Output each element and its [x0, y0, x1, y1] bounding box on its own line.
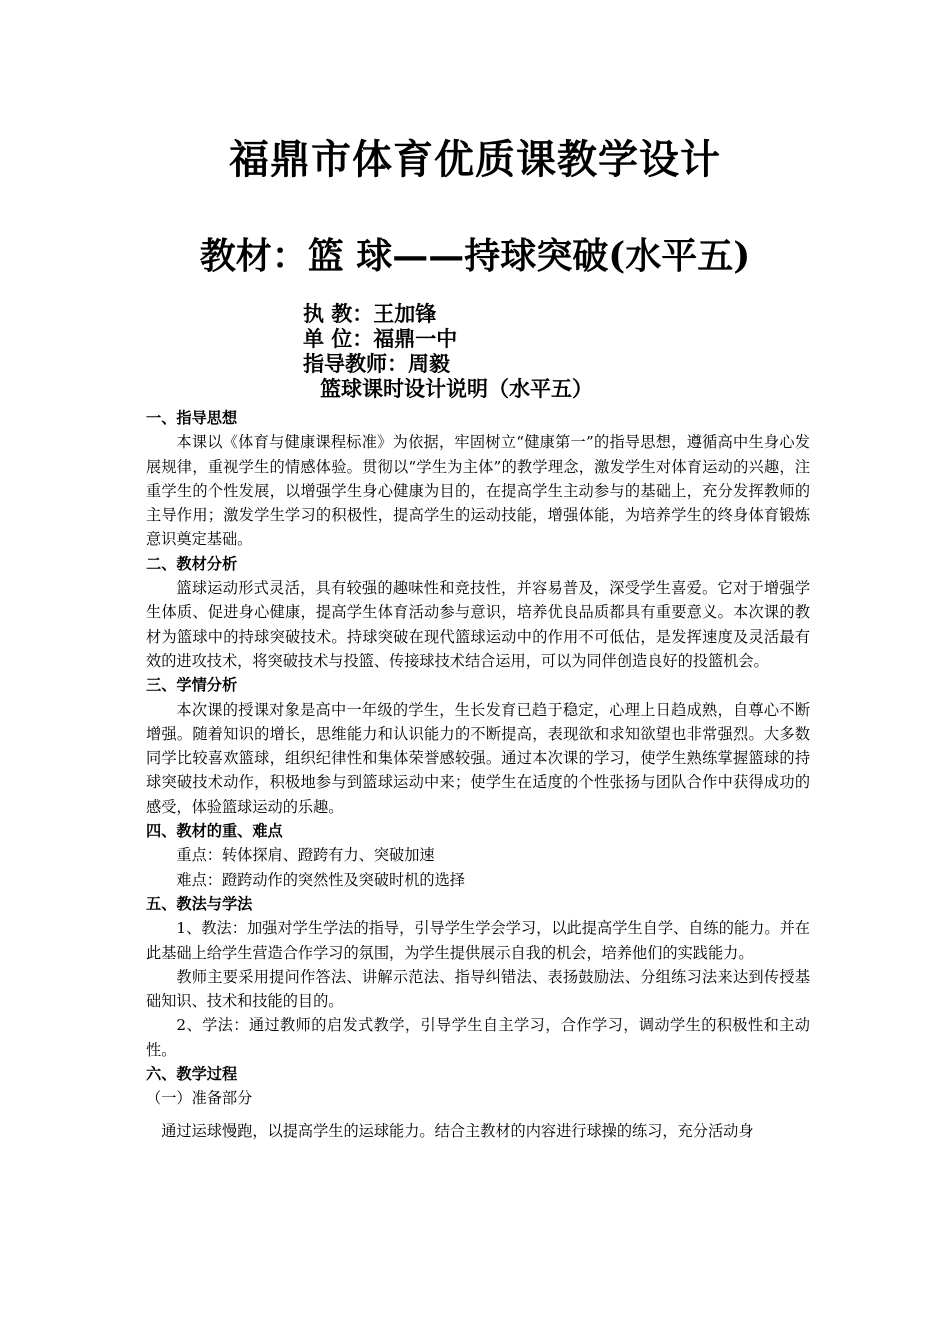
- section-heading-student-analysis: 三、学情分析: [146, 676, 238, 695]
- section-heading-teaching-process: 六、教学过程: [146, 1065, 238, 1084]
- paragraph-preparation: 通过运球慢跑，以提高学生的运球能力。结合主教材的内容进行球操的练习，充分活动身: [161, 1121, 754, 1140]
- paragraph-teaching-techniques: 教师主要采用提问作答法、讲解示范法、指导纠错法、表扬鼓励法、分组练习法来达到传授基础知识、技术和技能的目的。: [146, 967, 810, 1011]
- section-heading-material-analysis: 二、教材分析: [146, 554, 238, 573]
- description-title: 篮球课时设计说明（水平五）: [320, 376, 593, 401]
- paragraph-student-analysis: 本次课的授课对象是高中一年级的学生，生长发育已趋于稳定，心理上日趋成熟，自尊心不断增强。随着知识的增长，思维能力和认识能力的不断提高，表现欲和求知欲望也非常强烈。大多数同学比较喜欢篮球，组织纪律性和集体荣誉感较强。通过本次课的学习，使学生熟练掌握篮球的持球突破技术动作，积极地参与到篮球运动中来；使学生在适度的个性张扬与团队合作中获得成功的感受，体验篮球运动的乐趣。: [146, 700, 810, 816]
- key-point-item: 重点：转体探肩、蹬跨有力、突破加速: [176, 846, 435, 865]
- paragraph-learning-method: 2、学法：通过教师的启发式教学，引导学生自主学习，合作学习，调动学生的积极性和主动性。: [146, 1016, 810, 1059]
- paragraph-teaching-method: 1、教法：加强对学生学法的指导，引导学生学会学习，以此提高学生自学、自练的能力。并在此基础上给学生营造合作学习的氛围，为学生提供展示自我的机会，培养他们的实践能力。: [146, 919, 810, 962]
- section-heading-key-points: 四、教材的重、难点: [146, 822, 283, 841]
- difficult-point-item: 难点：蹬跨动作的突然性及突破时机的选择: [176, 870, 465, 889]
- paragraph-material-analysis: 篮球运动形式灵活，具有较强的趣味性和竞技性，并容易普及，深受学生喜爱。它对于增强学生体质、促进身心健康，提高学生体育活动参与意识，培养优良品质都具有重要意义。本次课的教材为篮球中的持球突破技术。持球突破在现代篮球运动中的作用不可低估，是发挥速度及灵活最有效的进攻技术，将突破技术与投篮、传接球技术结合运用，可以为同伴创造良好的投篮机会。: [146, 579, 810, 670]
- meta-teacher: 执 教：王加锋: [303, 301, 437, 326]
- document-body: [146, 406, 810, 1143]
- document-title: 福鼎市体育优质课教学设计: [229, 136, 721, 183]
- subsection-heading-preparation: （一）准备部分: [146, 1089, 253, 1108]
- section-heading-methods: 五、教法与学法: [146, 894, 253, 913]
- meta-unit: 单 位：福鼎一中: [303, 326, 458, 351]
- document-subtitle: 教材：篮 球——持球突破(水平五): [199, 235, 751, 277]
- meta-advisor: 指导教师：周毅: [303, 351, 450, 376]
- section-heading-guiding-ideology: 一、指导思想: [146, 409, 238, 427]
- paragraph-guiding-ideology: 本课以《体育与健康课程标准》为依据，牢固树立“健康第一”的指导思想，遵循高中生身心发展规律，重视学生的情感体验。贯彻以“学生为主体”的教学理念，激发学生对体育运动的兴趣，注重学生的个性发展，以增强学生身心健康为目的，在提高学生主动参与的基础上，充分发挥教师的主导作用；激发学生学习的积极性，提高学生的运动技能，增强体能，为培养学生的终身体育锻炼意识奠定基础。: [146, 433, 810, 549]
